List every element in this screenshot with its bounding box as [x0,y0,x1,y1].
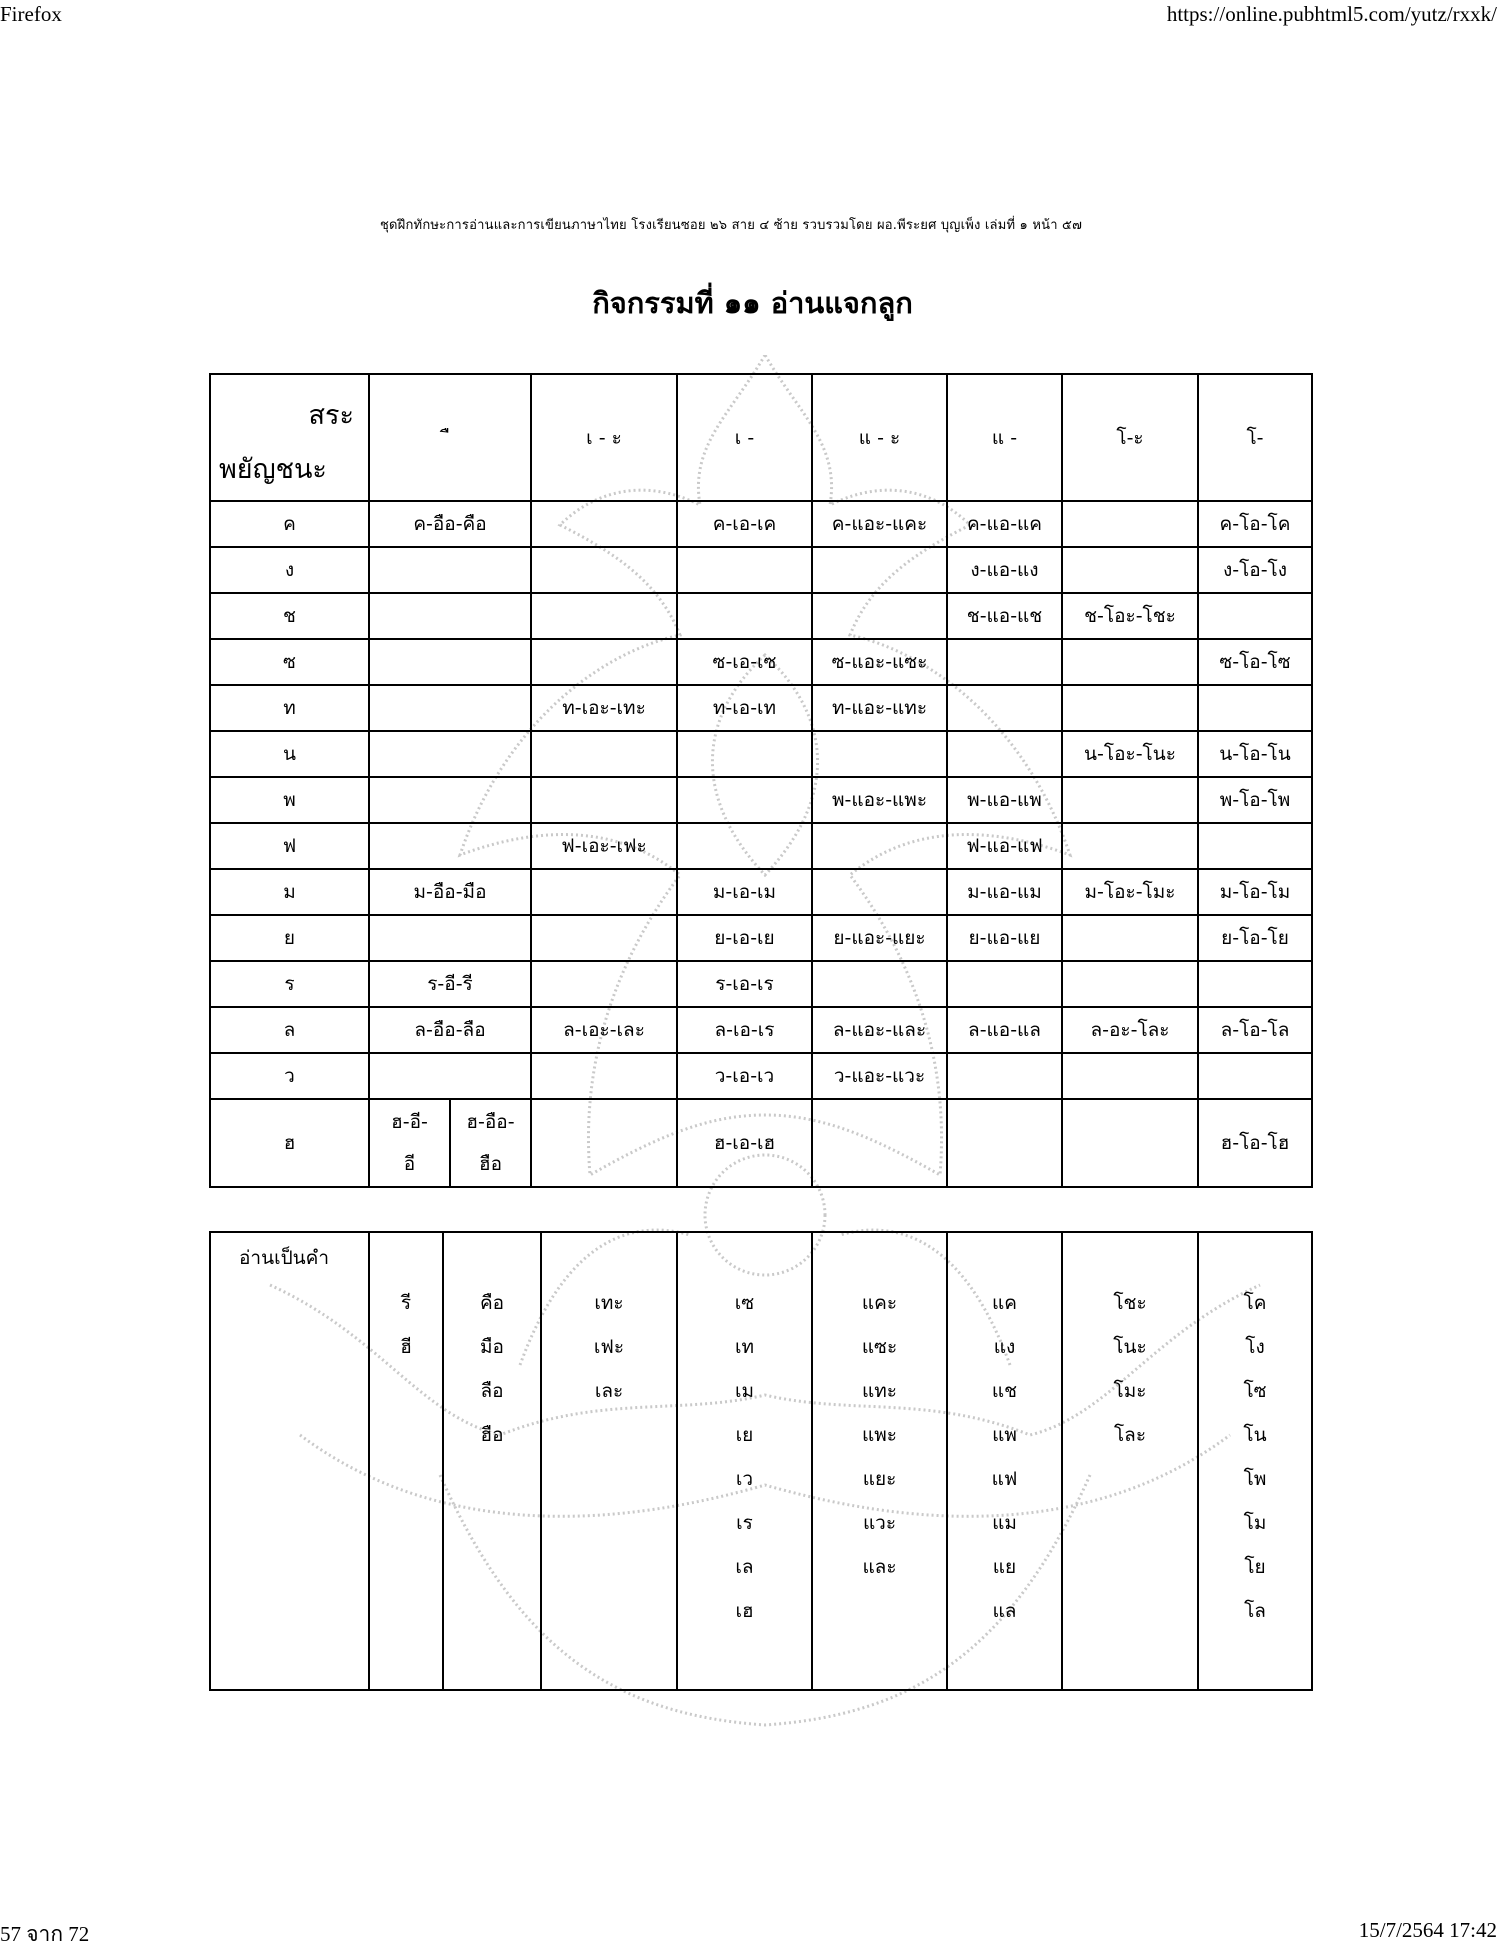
table-cell: ย-โอ-โย [1198,915,1312,961]
word-item: โละ [1113,1424,1147,1446]
word-item: แย [992,1556,1017,1578]
consonant-cell: ฟ [210,823,369,869]
table-cell: ค-โอ-โค [1198,501,1312,547]
table-cell [369,731,531,777]
table-row [210,777,1312,823]
word-item: และ [862,1556,897,1578]
word-item: โพ [1243,1468,1267,1490]
print-date: 15/7/2564 17:42 [1358,1918,1497,1942]
table-cell: ค-แอะ-แคะ [812,501,947,547]
word-column [947,1232,1062,1690]
table-cell [677,593,812,639]
word-item: แพ [992,1424,1017,1446]
table-cell [947,961,1062,1007]
table-cell [531,547,677,593]
consonant-cell: ซ [210,639,369,685]
table-cell [677,777,812,823]
word-item: โม [1243,1512,1267,1534]
word-item: คือ [479,1292,505,1314]
table-cell: ล-แอ-แล [947,1007,1062,1053]
table-cell: ฟ-แอ-แฟ [947,823,1062,869]
word-item: แยะ [862,1468,897,1490]
table-cell: พ-แอ-แพ [947,777,1062,823]
table-cell: ม-แอ-แม [947,869,1062,915]
spelling-table [209,373,1313,1188]
table-cell [369,639,531,685]
consonant-cell: ฮ [210,1099,369,1187]
table-cell [369,1053,531,1099]
table-cell [1198,1053,1312,1099]
consonant-cell: ม [210,869,369,915]
word-item: เว [735,1468,754,1490]
table-cell: ล-เอะ-เละ [531,1007,677,1053]
word-item: แซะ [861,1336,898,1358]
table-cell [947,1099,1062,1187]
vowel-header: แ - [947,374,1062,501]
table-cell [812,823,947,869]
table-cell: ง-โอ-โง [1198,547,1312,593]
words-table [209,1231,1313,1691]
word-item: โชะ [1113,1292,1147,1314]
table-cell [531,639,677,685]
word-item: แช [991,1380,1018,1402]
vowel-header: โ- [1198,374,1312,501]
table-cell [812,869,947,915]
table-cell: ม-อือ-มือ [369,869,531,915]
word-item: เซ [734,1292,755,1314]
table-cell [1062,777,1198,823]
table-row [210,1053,1312,1099]
corner-vowel-label: สระ [308,400,354,431]
table-cell [531,501,677,547]
table-cell [1198,685,1312,731]
word-item: แล [992,1600,1017,1622]
table-cell: ล-อะ-โละ [1062,1007,1198,1053]
table-cell [677,547,812,593]
table-row [210,1099,1312,1187]
table-cell: ม-โอ-โม [1198,869,1312,915]
word-item: ลือ [480,1380,504,1402]
table-cell: ฟ-เอะ-เฟะ [531,823,677,869]
table-cell [812,547,947,593]
word-item: แค [992,1292,1017,1314]
table-cell [1062,1099,1198,1187]
table-cell: ย-เอ-เย [677,915,812,961]
table-cell: ค-เอ-เค [677,501,812,547]
table-cell: ว-แอะ-แวะ [812,1053,947,1099]
table-cell: พ-แอะ-แพะ [812,777,947,823]
table-cell: ท-เอะ-เทะ [531,685,677,731]
word-item: โมะ [1113,1380,1147,1402]
table-cell [1062,961,1198,1007]
table-cell: ฮ-โอ-โฮ [1198,1099,1312,1187]
word-item: แทะ [862,1380,897,1402]
table-cell: ฮ-เอ-เฮ [677,1099,812,1187]
table-row [210,547,1312,593]
table-row [210,731,1312,777]
word-item: โซ [1243,1380,1267,1402]
table-cell [947,685,1062,731]
table-cell [531,1053,677,1099]
word-item: รี [400,1292,412,1314]
table-cell [369,777,531,823]
word-column [541,1232,677,1690]
table-cell [531,1099,677,1187]
table-row [210,639,1312,685]
document-header: ชุดฝึกทักษะการอ่านและการเขียนภาษาไทย โรงเรียนซอย ๒๖ สาย ๔ ซ้าย รวบรวมโดย ผอ.พีระยศ บุญเพ็ง เล่มที่ ๑ หน้า ๕๗ [380,218,1083,233]
table-cell: น-โอะ-โนะ [1062,731,1198,777]
word-item: โง [1245,1336,1265,1358]
table-cell [812,731,947,777]
word-item: เท [734,1336,755,1358]
table-cell: ซ-เอ-เซ [677,639,812,685]
consonant-cell: ง [210,547,369,593]
table-cell: ค-แอ-แค [947,501,1062,547]
consonant-cell: ท [210,685,369,731]
table-row [210,1007,1312,1053]
table-cell: ท-แอะ-แทะ [812,685,947,731]
table-cell: ล-เอ-เร [677,1007,812,1053]
word-item: ฮือ [480,1424,504,1446]
word-item: แง [993,1336,1016,1358]
word-item: โย [1244,1556,1266,1578]
table-cell [1062,823,1198,869]
word-column [369,1232,443,1690]
word-column [812,1232,947,1690]
table-cell [531,777,677,823]
table-cell [1062,547,1198,593]
split-right: ฮ-อือ- ฮือ [466,1111,515,1175]
table-cell: ช-โอะ-โชะ [1062,593,1198,639]
word-item: เทะ [594,1292,624,1314]
table-cell [1198,961,1312,1007]
table-cell [531,869,677,915]
table-cell [947,639,1062,685]
table-cell: ย-แอ-แย [947,915,1062,961]
word-item: แพะ [862,1424,897,1446]
words-label: อ่านเป็นคำ [210,1232,369,1690]
word-item: เม [734,1380,755,1402]
word-item: เฮ [735,1600,754,1622]
consonant-cell: ร [210,961,369,1007]
table-cell: ว-เอ-เว [677,1053,812,1099]
consonant-cell: น [210,731,369,777]
table-cell: ร-อี-รี [369,961,531,1007]
table-cell: ล-แอะ-และ [812,1007,947,1053]
vowel-header: เ - ะ [531,374,677,501]
word-column [443,1232,541,1690]
consonant-cell: พ [210,777,369,823]
table-cell [531,915,677,961]
word-item: แคะ [861,1292,898,1314]
table-cell [677,823,812,869]
table-cell [531,731,677,777]
split-left: ฮ-อี- อี [370,1100,451,1186]
table-row [210,961,1312,1007]
table-cell [1198,823,1312,869]
activity-title: กิจกรรมที่ ๑๑ อ่านแจกลูก [592,286,913,320]
word-item: โนะ [1113,1336,1147,1358]
table-row [210,501,1312,547]
table-cell [677,731,812,777]
table-cell [812,1099,947,1187]
table-cell: ช-แอ-แช [947,593,1062,639]
table-row [210,869,1312,915]
table-header-row [210,374,1312,501]
table-cell [1198,593,1312,639]
vowel-header: เ - [677,374,812,501]
table-row [210,823,1312,869]
vowel-header: โ-ะ [1062,374,1198,501]
table-cell: พ-โอ-โพ [1198,777,1312,823]
word-item: เร [736,1512,753,1534]
table-cell [1062,1053,1198,1099]
table-cell: ง-แอ-แง [947,547,1062,593]
vowel-header: แ - ะ [812,374,947,501]
table-cell: ล-โอ-โล [1198,1007,1312,1053]
table-cell [947,1053,1062,1099]
table-cell [369,823,531,869]
table-cell [369,915,531,961]
word-item: เล [735,1556,754,1578]
word-column [1062,1232,1198,1690]
table-cell [947,731,1062,777]
table-cell: ม-เอ-เม [677,869,812,915]
word-item: โค [1243,1292,1267,1314]
word-column [677,1232,812,1690]
word-item: แฟ [991,1468,1018,1490]
table-cell [531,593,677,639]
consonant-cell: ช [210,593,369,639]
table-cell [812,961,947,1007]
table-cell: ย-แอะ-แยะ [812,915,947,961]
table-cell [369,685,531,731]
table-cell: ค-อือ-คือ [369,501,531,547]
table-cell [1062,501,1198,547]
table-cell: ท-เอ-เท [677,685,812,731]
table-cell: น-โอ-โน [1198,731,1312,777]
table-row [210,685,1312,731]
table-cell: ม-โอะ-โมะ [1062,869,1198,915]
word-item: โล [1244,1600,1266,1622]
consonant-cell: ว [210,1053,369,1099]
word-column [1198,1232,1312,1690]
table-cell [1062,685,1198,731]
corner-cell [210,374,369,501]
table-cell [369,547,531,593]
page-url[interactable]: https://online.pubhtml5.com/yutz/rxxk/ [1166,2,1497,26]
split-cell [369,1099,531,1187]
table-row [210,593,1312,639]
table-cell [1062,639,1198,685]
vowel-header [369,374,531,501]
word-item: เละ [594,1380,624,1402]
consonant-cell: ล [210,1007,369,1053]
table-cell [369,593,531,639]
page-count: 57 จาก 72 [0,1922,90,1946]
consonant-cell: ย [210,915,369,961]
word-item: โน [1243,1424,1267,1446]
word-item: ฮี [400,1336,412,1358]
word-item: มือ [480,1336,504,1358]
consonant-cell: ค [210,501,369,547]
word-item: แม [992,1512,1017,1534]
table-cell: ซ-แอะ-แซะ [812,639,947,685]
table-row [210,915,1312,961]
table-cell [531,961,677,1007]
table-cell: ร-เอ-เร [677,961,812,1007]
word-item: แวะ [862,1512,897,1534]
word-item: เฟะ [593,1336,625,1358]
table-cell [812,593,947,639]
table-cell: ซ-โอ-โซ [1198,639,1312,685]
word-item: เย [735,1424,754,1446]
browser-name: Firefox [0,2,62,26]
corner-consonant-label: พยัญชนะ [219,454,327,485]
table-cell: ล-อือ-ลือ [369,1007,531,1053]
table-cell [1062,915,1198,961]
